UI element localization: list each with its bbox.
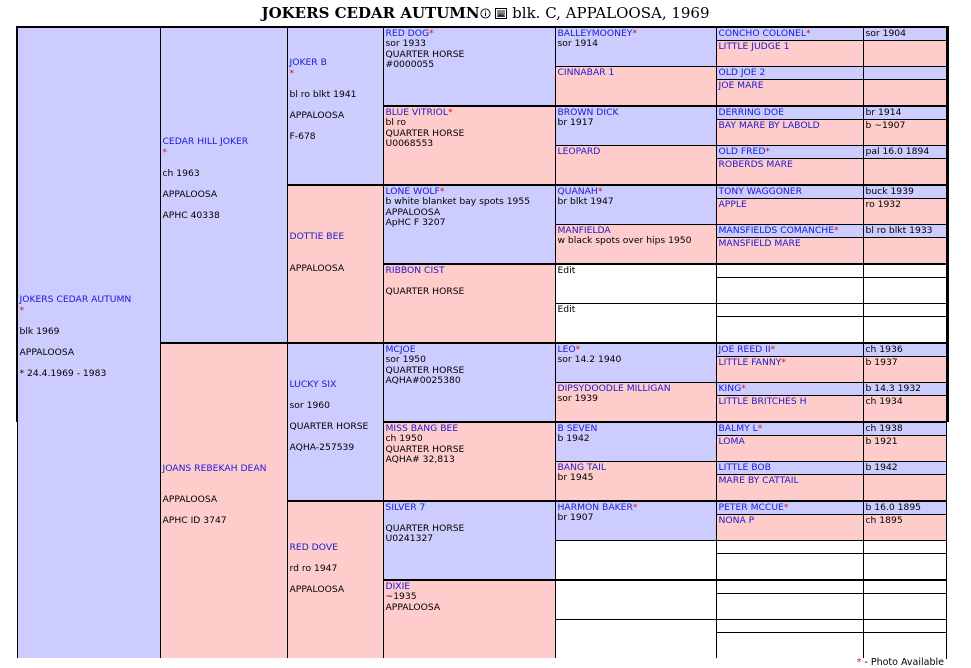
horse-breed: QUARTER HORSE	[385, 522, 465, 534]
g5-info-cell	[863, 632, 947, 659]
horse-reg: #0000055	[385, 59, 435, 70]
g4-cell	[555, 106, 717, 146]
horse-info: bl ro blkt 1941	[289, 88, 357, 100]
subject-cell	[17, 27, 161, 659]
photo-star: *	[632, 501, 638, 513]
horse-name-link[interactable]: CINNABAR 1	[557, 66, 615, 78]
horse-name-link[interactable]: MISS BANG BEE	[385, 422, 459, 434]
horse-name-link[interactable]: OLD FRED	[718, 145, 766, 157]
g4-cell	[555, 382, 717, 422]
g5-info-cell	[863, 540, 947, 554]
g3-cell	[383, 501, 556, 580]
horse-name-link[interactable]: LOMA	[718, 435, 745, 447]
horse-name-link[interactable]: OLD JOE 2	[718, 66, 766, 78]
horse-reg: AQHA-257539	[289, 441, 355, 453]
g5-info-cell	[863, 303, 947, 317]
g5-name-cell	[716, 343, 864, 357]
g5-info-cell	[863, 277, 947, 304]
horse-breed: APPALOOSA	[19, 346, 75, 358]
g5-info-cell	[863, 158, 947, 185]
g3-cell	[383, 343, 556, 422]
g4-cell	[555, 619, 717, 659]
photo-star: *	[19, 304, 25, 316]
g2-cell	[287, 343, 384, 501]
horse-info: b 14.3 1932	[865, 382, 922, 394]
horse-info: sor 1933	[385, 38, 426, 49]
g4-cell	[555, 66, 717, 106]
g5-info-cell	[863, 514, 947, 541]
g4-cell	[555, 540, 717, 580]
horse-info: sor 1904	[865, 27, 906, 39]
g3-cell	[383, 422, 556, 501]
horse-breed: APPALOOSA	[385, 206, 441, 218]
horse-name-link[interactable]: BLUE VITRIOL	[385, 106, 448, 118]
photo-icon[interactable]	[495, 5, 507, 23]
horse-info: b white blanket bay spots 1955	[385, 196, 531, 207]
g3-cell	[383, 580, 556, 659]
g5-info-cell	[863, 224, 947, 238]
horse-name-link[interactable]: MCJOE	[385, 343, 416, 355]
horse-name-link[interactable]: MANFIELDA	[557, 224, 611, 236]
g5-name-cell	[716, 119, 864, 146]
horse-name-link[interactable]: KING	[718, 382, 742, 394]
photo-star: *	[289, 67, 295, 79]
photo-star: *	[757, 422, 763, 434]
horse-reg: AQHA#0025380	[385, 375, 461, 386]
horse-name-link[interactable]: LITTLE JUDGE 1	[718, 40, 790, 52]
horse-name-link[interactable]: QUANAH	[557, 185, 598, 197]
g3-cell	[383, 106, 556, 185]
horse-title: JOKERS CEDAR AUTUMN	[261, 4, 480, 22]
photo-star-legend: *	[856, 657, 862, 668]
horse-info: b 1937	[865, 356, 898, 368]
g5-name-cell	[716, 185, 864, 199]
horse-name-link[interactable]: APPLE	[718, 198, 747, 210]
g5-info-cell	[863, 553, 947, 580]
g5-info-cell	[863, 119, 947, 146]
g5-name-cell	[716, 382, 864, 396]
horse-info: br 1914	[865, 106, 902, 118]
g5-info-cell	[863, 237, 947, 264]
horse-name-link[interactable]: RED DOVE	[289, 541, 338, 553]
g4-cell	[555, 27, 717, 67]
horse-breed: QUARTER HORSE	[385, 443, 465, 455]
photo-star: *	[162, 146, 168, 158]
g5-info-cell	[863, 501, 947, 515]
g5-info-cell	[863, 356, 947, 383]
horse-breed: APPALOOSA	[289, 583, 345, 595]
g5-name-cell	[716, 224, 864, 238]
g5-name-cell	[716, 422, 864, 436]
horse-name-link[interactable]: DIXIE	[385, 580, 411, 592]
horse-name-link[interactable]: BAY MARE BY LABOLD	[718, 119, 820, 131]
g2-cell	[287, 185, 384, 343]
horse-info: ~1935	[385, 591, 417, 602]
horse-info: ro 1932	[865, 198, 901, 210]
horse-name-link[interactable]: DERRING DOE	[718, 106, 784, 118]
g3-cell	[383, 185, 556, 264]
g4-cell	[555, 422, 717, 462]
horse-name-link[interactable]: HARMON BAKER	[557, 501, 633, 513]
horse-breed: APPALOOSA	[385, 601, 441, 613]
horse-name-link[interactable]: CONCHO COLONEL	[718, 27, 806, 39]
horse-name-link[interactable]: LUCKY SIX	[289, 378, 337, 390]
horse-name-link[interactable]: LITTLE FANNY	[718, 356, 782, 368]
horse-info: ch 1936	[865, 343, 903, 355]
g4-cell	[555, 145, 717, 185]
g5-info-cell	[863, 395, 947, 422]
horse-reg: APHC 40338	[162, 209, 220, 221]
horse-info: w black spots over hips 1950	[557, 235, 692, 246]
g4-cell	[555, 264, 717, 304]
horse-name-link[interactable]: BALMY L	[718, 422, 758, 434]
photo-star: *	[575, 343, 581, 355]
photo-star: *	[429, 27, 434, 39]
horse-reg: ApHC F 3207	[385, 217, 446, 228]
g5-name-cell	[716, 237, 864, 264]
horse-name-link[interactable]: JOKERS CEDAR AUTUMN	[19, 294, 132, 306]
g5-info-cell	[863, 27, 947, 41]
g5-name-cell	[716, 303, 864, 317]
pedigree-table	[16, 26, 949, 668]
g5-info-cell	[863, 66, 947, 80]
g5-info-cell	[863, 79, 947, 106]
horse-info: pal 16.0 1894	[865, 145, 930, 157]
horse-info: b 16.0 1895	[865, 501, 922, 513]
g5-name-cell	[716, 540, 864, 554]
g5-info-cell	[863, 474, 947, 501]
g5-info-cell	[863, 106, 947, 120]
g4-cell	[555, 580, 717, 620]
footer-legend	[17, 658, 946, 668]
g5-name-cell	[716, 198, 864, 225]
g4-cell	[555, 303, 717, 343]
horse-name-link[interactable]: SILVER 7	[385, 501, 426, 513]
horse-name-link[interactable]: JOANS REBEKAH DEAN	[162, 462, 267, 474]
horse-name-link[interactable]: JOE MARE	[718, 79, 764, 91]
horse-name-link[interactable]: TONY WAGGONER	[718, 185, 802, 197]
horse-reg: APHC ID 3747	[162, 515, 227, 527]
g5-name-cell	[716, 40, 864, 67]
horse-breed: APPALOOSA	[289, 109, 345, 121]
g5-name-cell	[716, 501, 864, 515]
horse-name-link[interactable]: LITTLE BRITCHES H	[718, 395, 807, 407]
horse-breed: QUARTER HORSE	[385, 285, 465, 297]
horse-info: br 1945	[557, 472, 594, 483]
g4-cell	[555, 461, 717, 501]
g4-cell	[555, 185, 717, 225]
horse-description: blk. C, APPALOOSA, 1969	[512, 4, 710, 22]
g5-name-cell	[716, 27, 864, 41]
horse-name-link[interactable]: LEOPARD	[557, 145, 601, 157]
g4-cell	[555, 343, 717, 383]
horse-name-link[interactable]: BANG TAIL	[557, 461, 607, 473]
horse-breed: QUARTER HORSE	[289, 420, 369, 432]
g1-sire-cell	[160, 27, 288, 343]
horse-name-link[interactable]: B SEVEN	[557, 422, 598, 434]
g5-name-cell	[716, 106, 864, 120]
edit-link[interactable]: Edit	[557, 303, 576, 315]
horse-name-link[interactable]: LONE WOLF	[385, 185, 440, 197]
photo-star: *	[770, 343, 776, 355]
g5-name-cell	[716, 474, 864, 501]
horse-reg: F-678	[289, 130, 316, 142]
horse-info: ch 1895	[865, 514, 903, 526]
g5-name-cell	[716, 158, 864, 185]
g5-name-cell	[716, 277, 864, 304]
g5-name-cell	[716, 264, 864, 278]
horse-name-link[interactable]: JOE REED II	[718, 343, 771, 355]
horse-name-link[interactable]: DIPSYDOODLE MILLIGAN	[557, 382, 671, 394]
photo-star: *	[597, 185, 603, 197]
g5-info-cell	[863, 316, 947, 343]
horse-info: b 1942	[865, 461, 898, 473]
g4-cell	[555, 501, 717, 541]
horse-info: sor 1960	[289, 399, 330, 411]
g3-cell	[383, 27, 556, 106]
g5-info-cell	[863, 145, 947, 159]
horse-name-link[interactable]: JOKER B	[289, 57, 327, 69]
g5-name-cell	[716, 145, 864, 159]
photo-star: *	[632, 27, 638, 39]
g5-info-cell	[863, 343, 947, 357]
horse-info: blk 1969	[19, 325, 60, 337]
g5-name-cell	[716, 580, 864, 594]
page-header	[0, 4, 971, 23]
horse-reg: AQHA# 32,813	[385, 454, 455, 465]
g5-name-cell	[716, 632, 864, 659]
photo-star: *	[439, 185, 445, 197]
g5-info-cell	[863, 198, 947, 225]
photo-star: *	[834, 224, 839, 236]
horse-info: rd ro 1947	[289, 562, 338, 574]
horse-name-link[interactable]: MANSFIELDS COMANCHE	[718, 224, 835, 236]
horse-breed: QUARTER HORSE	[385, 364, 465, 376]
horse-name-link[interactable]: RIBBON CIST	[385, 264, 445, 276]
g5-info-cell	[863, 422, 947, 436]
horse-reg: U0241327	[385, 533, 434, 544]
g5-name-cell	[716, 395, 864, 422]
horse-breed: APPALOOSA	[289, 262, 345, 274]
g5-name-cell	[716, 316, 864, 343]
g5-name-cell	[716, 79, 864, 106]
horse-info: sor 1950	[385, 354, 426, 365]
horse-breed: QUARTER HORSE	[385, 48, 465, 60]
horse-reg: U0068553	[385, 138, 434, 149]
g5-name-cell	[716, 66, 864, 80]
photo-star: *	[805, 27, 811, 39]
g5-name-cell	[716, 356, 864, 383]
horse-name-link[interactable]: DOTTIE BEE	[289, 231, 345, 242]
horse-name-link[interactable]: LITTLE BOB	[718, 461, 771, 473]
horse-info: ch 1950	[385, 433, 423, 444]
horse-info: ch 1934	[865, 395, 903, 407]
horse-info: bl ro	[385, 117, 407, 128]
horse-dates: * 24.4.1969 - 1983	[19, 367, 107, 379]
horse-name-link[interactable]: ROBERDS MARE	[718, 158, 793, 170]
photo-star: *	[783, 501, 789, 513]
g5-info-cell	[863, 435, 947, 462]
g5-name-cell	[716, 514, 864, 541]
g5-info-cell	[863, 40, 947, 67]
photo-star: *	[741, 382, 746, 394]
g5-name-cell	[716, 435, 864, 462]
g5-name-cell	[716, 619, 864, 633]
horse-info: b 1921	[865, 435, 898, 447]
g5-info-cell	[863, 185, 947, 199]
horse-name-link[interactable]: PETER MCCUE	[718, 501, 784, 513]
horse-info: br blkt 1947	[557, 196, 614, 207]
g2-cell	[287, 27, 384, 185]
horse-info: b ~1907	[865, 119, 906, 131]
g5-info-cell	[863, 382, 947, 396]
horse-name-link[interactable]: MANSFIELD MARE	[718, 237, 801, 249]
g5-info-cell	[863, 619, 947, 633]
horse-info: sor 1914	[557, 38, 598, 49]
horse-info: br 1907	[557, 512, 594, 523]
horse-info: sor 1939	[557, 393, 598, 404]
horse-name-link[interactable]: MARE BY CATTAIL	[718, 474, 799, 486]
photo-star: *	[765, 145, 770, 157]
info-icon[interactable]	[480, 5, 491, 23]
horse-info: sor 14.2 1940	[557, 354, 622, 365]
horse-info: buck 1939	[865, 185, 914, 197]
g5-info-cell	[863, 580, 947, 594]
g5-name-cell	[716, 461, 864, 475]
horse-name-link[interactable]: RED DOG	[385, 27, 430, 39]
horse-name-link[interactable]: LEO	[557, 343, 576, 355]
horse-name-link[interactable]: CEDAR HILL JOKER	[162, 136, 249, 148]
g1-dam-cell	[160, 343, 288, 659]
g2-cell	[287, 501, 384, 659]
horse-info: bl ro blkt 1933	[865, 224, 933, 236]
horse-breed: APPALOOSA	[162, 494, 218, 506]
g3-cell	[383, 264, 556, 343]
photo-star: *	[781, 356, 786, 368]
g5-name-cell	[716, 593, 864, 620]
g5-info-cell	[863, 593, 947, 620]
g4-cell	[555, 224, 717, 264]
footer-text: - Photo Available	[861, 657, 944, 668]
horse-info: ch 1938	[865, 422, 903, 434]
horse-name-link[interactable]: BALLEYMOONEY	[557, 27, 633, 39]
photo-star: *	[447, 106, 453, 118]
horse-breed: APPALOOSA	[162, 188, 218, 200]
horse-name-link[interactable]: NONA P	[718, 514, 755, 526]
horse-info: br 1917	[557, 117, 594, 128]
g5-info-cell	[863, 461, 947, 475]
horse-name-link[interactable]: BROWN DICK	[557, 106, 619, 118]
g5-name-cell	[716, 553, 864, 580]
horse-info: ch 1963	[162, 167, 200, 179]
g5-info-cell	[863, 264, 947, 278]
horse-info: b 1942	[557, 433, 590, 444]
horse-breed: QUARTER HORSE	[385, 127, 465, 139]
edit-link[interactable]: Edit	[557, 264, 576, 276]
